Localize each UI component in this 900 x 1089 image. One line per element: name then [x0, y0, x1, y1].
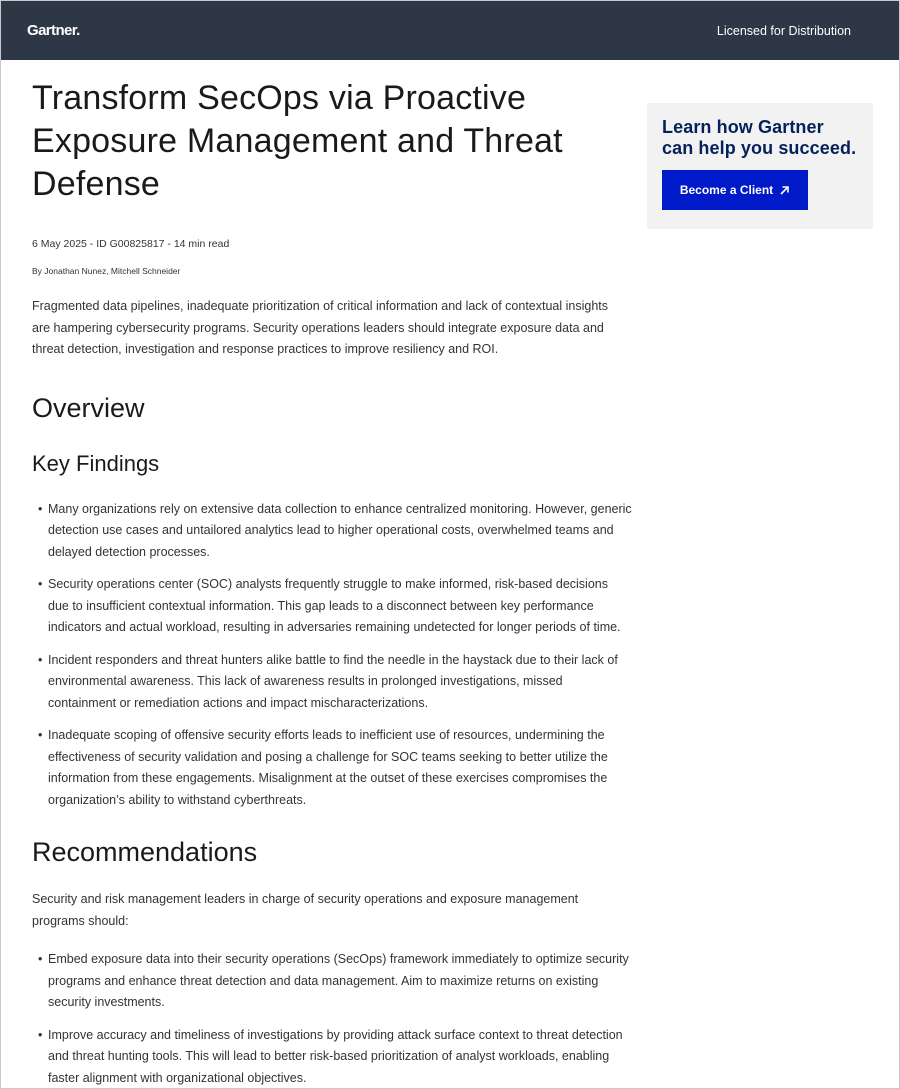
- license-label: Licensed for Distribution: [716, 23, 851, 38]
- recommendation-text: Improve accuracy and timeliness of investigations by providing attack surface context to threat detection and threat hunting tools. This will lead to better risk-based prioritization of analyst workloads, enabling faster alignment with organizational objectives.: [48, 1027, 623, 1085]
- arrow-up-right-icon: [779, 185, 790, 196]
- list-item: [32, 650, 632, 715]
- finding-text: Security operations center (SOC) analysts frequently struggle to make informed, risk-based decisions due to insufficient contextual information. This gap leads to a disconnect between key performance indicators and actual workload, resulting in adversaries remaining undetected for longer periods of time.: [48, 577, 621, 634]
- recommendation-text: Embed exposure data into their security operations (SecOps) framework immediately to optimize security programs and enhance threat detection and data management. Aim to maximize returns on existing security investments.: [48, 952, 629, 1009]
- article-title: Transform SecOps via Proactive Exposure Management and Threat Defense: [32, 79, 563, 203]
- article-authors: By Jonathan Nunez, Mitchell Schneider: [32, 266, 181, 276]
- finding-text: Many organizations rely on extensive data collection to enhance centralized monitoring. However, generic detection use cases and untailored analytics lead to higher operational costs, overwhelmed teams and delayed detection processes.: [48, 501, 632, 559]
- become-client-label: Become a Client: [679, 183, 774, 197]
- key-findings-heading: Key Findings: [32, 450, 160, 476]
- finding-text: Inadequate scoping of offensive security efforts leads to inefficient use of resources, undermining the effectiveness of security validation and posing a challenge for SOC teams seeking to better utilize the information from these engagements. Misalignment at the outset of these exercises compromises the organization’s ability to withstand cyberthreats.: [48, 728, 608, 807]
- bullet-icon: •: [38, 728, 43, 742]
- recommendations-heading: Recommendations: [32, 837, 258, 867]
- list-item: [32, 1025, 632, 1089]
- bullet-icon: •: [38, 652, 43, 667]
- bullet-icon: •: [38, 952, 43, 966]
- client-promo-box: [647, 103, 873, 229]
- overview-heading: Overview: [32, 392, 145, 423]
- key-findings-list: [32, 499, 632, 812]
- list-item: [32, 574, 632, 639]
- recommendations-list: [32, 949, 632, 1089]
- recommendations-intro: Security and risk management leaders in charge of security operations and exposure management programs should:: [32, 892, 579, 928]
- gartner-logo[interactable]: Gartner.: [27, 22, 80, 39]
- top-bar: [1, 1, 899, 60]
- bullet-icon: •: [38, 1027, 43, 1042]
- list-item: [32, 949, 632, 1014]
- promo-heading: Learn how Gartner can help you succeed.: [662, 117, 857, 158]
- become-client-button[interactable]: [662, 170, 808, 210]
- article-main: [32, 60, 632, 1089]
- list-item: [32, 725, 632, 811]
- article-summary: Fragmented data pipelines, inadequate prioritization of critical information and lack of contextual insights are hampering cybersecurity programs. Security operations leaders should integrate exposure data and threat detection, investigation and response practices to improve resiliency and ROI.: [32, 299, 609, 356]
- list-item: [32, 499, 632, 564]
- bullet-icon: •: [38, 501, 43, 516]
- bullet-icon: •: [38, 577, 43, 591]
- article-meta: 6 May 2025 - ID G00825817 - 14 min read: [32, 238, 230, 250]
- finding-text: Incident responders and threat hunters alike battle to find the needle in the haystack due to their lack of environmental awareness. This lack of awareness results in prolonged investigations, missed containment or remediation actions and impact mischaracterizations.: [48, 652, 618, 710]
